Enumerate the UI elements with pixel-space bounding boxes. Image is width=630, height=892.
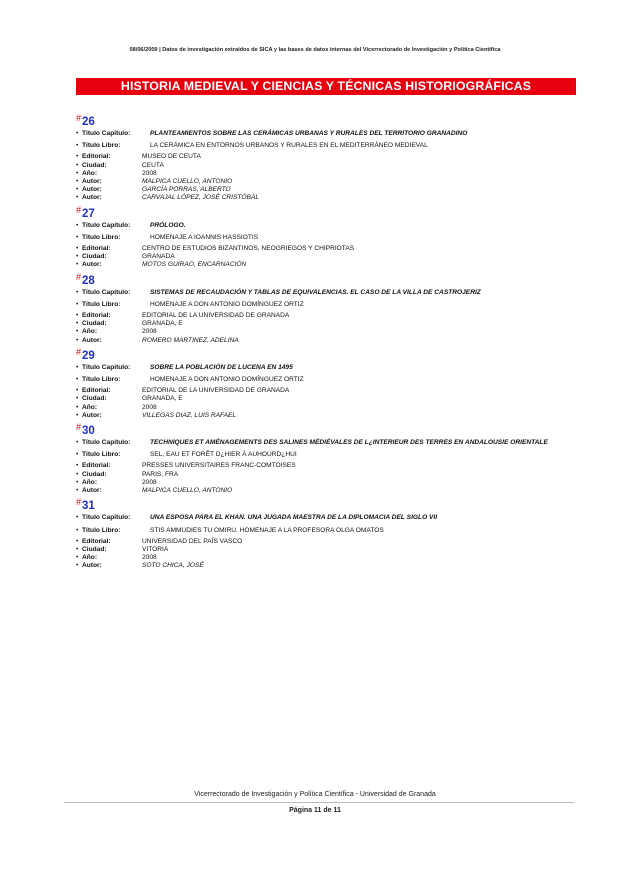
field-label: Ciudad: <box>82 320 107 328</box>
field-row <box>76 194 576 202</box>
bullet: • <box>76 221 79 229</box>
field-value: GARCÍA PORRAS, ALBERTO <box>142 186 231 194</box>
field-label: Título Capítulo: <box>82 439 131 447</box>
footer-text: Vicerrectorado de Investigación y Política Científica - Universidad de Granada <box>194 791 436 798</box>
hash-mark: # <box>76 346 82 357</box>
field-label: Autor: <box>82 562 102 570</box>
field-label: Ciudad: <box>82 470 107 478</box>
field-row <box>76 261 576 269</box>
field-row <box>76 546 576 554</box>
field-value: STIS AMMUDIES TU OMIRU. HOMENAJE A LA PROFESORA OLGA OMATOS <box>150 526 384 534</box>
hash-mark: # <box>76 422 82 433</box>
field-value: SISTEMAS DE RECAUDACIÓN Y TABLAS DE EQUIVALENCIAS. EL CASO DE LA VILLA DE CASTROJERIZ <box>150 288 481 296</box>
bullet: • <box>76 403 79 411</box>
field-value: PRESSES UNIVERSITAIRES FRANC-COMTOISES <box>142 462 296 470</box>
field-value: HOMENAJE A DON ANTONIO DOMÍNGUEZ ORTIZ <box>150 300 304 308</box>
field-label: Año: <box>82 554 98 562</box>
field-label: Título Capítulo: <box>82 288 131 296</box>
bullet: • <box>76 142 79 150</box>
field-value: CENTRO DE ESTUDIOS BIZANTINOS, NEOGRIEGOS Y CHIPRIOTAS <box>142 245 355 253</box>
field-value: GRANADA <box>142 253 175 261</box>
field-row <box>76 142 576 150</box>
field-label: Editorial: <box>82 312 111 320</box>
bullet: • <box>76 439 79 447</box>
hash-mark: # <box>76 113 82 123</box>
field-value: GRANADA, E <box>142 320 183 328</box>
field-label: Año: <box>82 328 98 336</box>
field-value: PLANTEAMIENTOS SOBRE LAS CERÁMICAS URBANAS Y RURALES DEL TERRITORIO GRANADINO <box>150 130 468 137</box>
field-value: SOBRE LA POBLACIÓN DE LUCENA EN 1495 <box>150 363 293 371</box>
field-label: Título Libro: <box>82 233 121 241</box>
field-label: Título Capítulo: <box>82 363 131 371</box>
field-value: 2008 <box>142 554 157 562</box>
entry-number-line <box>76 206 576 221</box>
entry <box>76 498 576 570</box>
hash-mark: # <box>76 497 82 508</box>
field-label: Editorial: <box>82 537 111 545</box>
bullet: • <box>76 233 79 241</box>
field-label: Año: <box>82 169 98 177</box>
bullet: • <box>76 395 79 403</box>
field-label: Autor: <box>82 261 102 269</box>
bullet: • <box>76 178 79 186</box>
field-row <box>76 162 576 170</box>
entry-number: 31 <box>82 500 95 513</box>
entry-number-line <box>76 114 576 129</box>
field-value: UNIVERSIDAD DEL PAÍS VASCO <box>142 537 243 545</box>
field-label: Editorial: <box>82 462 111 470</box>
bullet: • <box>76 261 79 269</box>
field-label: Ciudad: <box>82 545 107 553</box>
footer-divider <box>64 802 574 803</box>
field-value: LA CERÁMICA EN ENTORNOS URBANOS Y RURALES EN EL MEDITERRÁNEO MEDIEVAL <box>150 142 428 150</box>
entry-number-line <box>76 273 576 288</box>
entry-number: 30 <box>82 425 95 438</box>
field-value: MOTOS GUIRAO, ENCARNACIÓN <box>142 261 247 269</box>
field-row <box>76 364 576 372</box>
bullet: • <box>76 253 79 261</box>
field-row <box>76 301 576 309</box>
entry-number: 28 <box>82 274 95 287</box>
page-header: 08/06/2009 | Datos de investigación extraídos de SICA y las bases de datos internas del Vicerrectorado de Investigación y Política Científica <box>129 47 501 53</box>
field-value: TECHNIQUES ET AMÉNAGEMENTS DES SALINES MÉDIÉVALES DE L¿INTERIEUR DES TERRES EN ANDALOUSIE ORIENTALE <box>150 439 548 447</box>
field-value: MUSEO DE CEUTA <box>142 153 201 161</box>
field-row <box>76 289 576 297</box>
entry-number-line <box>76 498 576 513</box>
field-value: MALPICA CUELLO, ANTONIO <box>142 487 233 495</box>
field-value: PRÓLOGO. <box>150 221 186 229</box>
bullet: • <box>76 387 79 395</box>
entries-list <box>76 114 576 574</box>
entry <box>76 206 576 270</box>
field-row <box>76 462 576 470</box>
field-label: Autor: <box>82 178 102 186</box>
field-value: HOMENAJE A DON ANTONIO DOMÍNGUEZ ORTIZ <box>150 376 304 384</box>
field-row <box>76 245 576 253</box>
field-row <box>76 328 576 336</box>
field-label: Editorial: <box>82 245 111 253</box>
field-row <box>76 153 576 161</box>
field-row <box>76 395 576 403</box>
entry <box>76 423 576 495</box>
field-label: Título Libro: <box>82 526 121 534</box>
entry <box>76 114 576 203</box>
field-label: Título Libro: <box>82 376 121 384</box>
field-value: SEL, EAU ET FORÊT D¿HIER À AUHOURD¿HUI <box>150 451 297 459</box>
field-label: Autor: <box>82 186 102 194</box>
field-row <box>76 439 576 447</box>
bullet: • <box>76 312 79 320</box>
bullet: • <box>76 363 79 371</box>
field-value: UNA ESPOSA PARA EL KHAN. UNA JUGADA MAESTRA DE LA DIPLOMACIA DEL SIGLO VII <box>150 514 438 522</box>
field-label: Título Libro: <box>82 300 121 308</box>
bullet: • <box>76 320 79 328</box>
bullet: • <box>76 562 79 570</box>
field-row <box>76 376 576 384</box>
entry-number-line <box>76 348 576 363</box>
bullet: • <box>76 487 79 495</box>
field-label: Autor: <box>82 336 102 344</box>
field-value: EDITORIAL DE LA UNIVERSIDAD DE GRANADA <box>142 312 290 320</box>
bullet: • <box>76 526 79 534</box>
bullet: • <box>76 376 79 384</box>
field-label: Editorial: <box>82 153 111 161</box>
field-row <box>76 387 576 395</box>
field-row <box>76 130 576 138</box>
field-label: Título Capítulo: <box>82 514 131 522</box>
bullet: • <box>76 411 79 419</box>
field-label: Ciudad: <box>82 253 107 261</box>
field-row <box>76 562 576 570</box>
field-row <box>76 527 576 535</box>
bullet: • <box>76 537 79 545</box>
field-value: ROMERO MARTINEZ, ADELINA <box>142 336 239 344</box>
field-label: Autor: <box>82 411 102 419</box>
bullet: • <box>76 451 79 459</box>
field-value: GRANADA, E <box>142 395 183 403</box>
entry <box>76 273 576 345</box>
field-row <box>76 170 576 178</box>
bullet: • <box>76 186 79 194</box>
bullet: • <box>76 478 79 486</box>
field-value: VILLEGAS DIAZ, LUIS RAFAEL <box>142 411 237 419</box>
bullet: • <box>76 545 79 553</box>
field-label: Título Libro: <box>82 451 121 459</box>
field-row <box>76 234 576 242</box>
field-value: 2008 <box>142 328 157 336</box>
section-banner: HISTORIA MEDIEVAL Y CIENCIAS Y TÉCNICAS HISTORIOGRÁFICAS <box>76 78 576 95</box>
hash-mark: # <box>76 204 82 215</box>
field-label: Título Capítulo: <box>82 130 131 137</box>
field-row <box>76 514 576 522</box>
entry-number: 27 <box>82 207 95 220</box>
page-number: Página 11 de 11 <box>289 807 341 814</box>
field-row <box>76 312 576 320</box>
field-row <box>76 337 576 345</box>
field-value: MALPICA CUELLO, ANTONIO <box>142 178 233 186</box>
field-value: VITORIA <box>142 545 169 553</box>
field-row <box>76 479 576 487</box>
field-row <box>76 178 576 186</box>
entry-number: 26 <box>82 116 95 128</box>
bullet: • <box>76 514 79 522</box>
field-value: 2008 <box>142 403 157 411</box>
bullet: • <box>76 470 79 478</box>
field-row <box>76 451 576 459</box>
bullet: • <box>76 336 79 344</box>
bullet: • <box>76 328 79 336</box>
bullet: • <box>76 462 79 470</box>
field-value: HOMENAJE A IOANNIS HASSIOTIS <box>150 233 259 241</box>
field-row <box>76 412 576 420</box>
field-value: SOTO CHICA, JOSÉ <box>142 562 204 570</box>
bullet: • <box>76 288 79 296</box>
field-row <box>76 471 576 479</box>
field-label: Autor: <box>82 487 102 495</box>
field-value: 2008 <box>142 169 157 177</box>
field-label: Año: <box>82 478 98 486</box>
field-label: Título Libro: <box>82 142 121 150</box>
bullet: • <box>76 153 79 161</box>
bullet: • <box>76 300 79 308</box>
bullet: • <box>76 245 79 253</box>
bullet: • <box>76 554 79 562</box>
field-row <box>76 538 576 546</box>
field-value: PARIS, FRA <box>142 470 179 478</box>
field-row <box>76 487 576 495</box>
bullet: • <box>76 194 79 202</box>
field-label: Ciudad: <box>82 395 107 403</box>
field-label: Editorial: <box>82 387 111 395</box>
field-value: CARVAJAL LÓPEZ, JOSÉ CRISTÓBAL <box>142 194 260 202</box>
field-label: Autor: <box>82 194 102 202</box>
hash-mark: # <box>76 271 82 282</box>
field-row <box>76 222 576 230</box>
bullet: • <box>76 169 79 177</box>
field-value: 2008 <box>142 478 157 486</box>
field-label: Año: <box>82 403 98 411</box>
field-value: EDITORIAL DE LA UNIVERSIDAD DE GRANADA <box>142 387 290 395</box>
entry <box>76 348 576 420</box>
field-label: Título Capítulo: <box>82 221 131 229</box>
field-value: CEUTA <box>142 161 164 169</box>
field-row <box>76 320 576 328</box>
field-row <box>76 404 576 412</box>
bullet: • <box>76 130 79 137</box>
entry-number: 29 <box>82 349 95 362</box>
bullet: • <box>76 161 79 169</box>
field-label: Ciudad: <box>82 161 107 169</box>
entry-number-line <box>76 423 576 438</box>
